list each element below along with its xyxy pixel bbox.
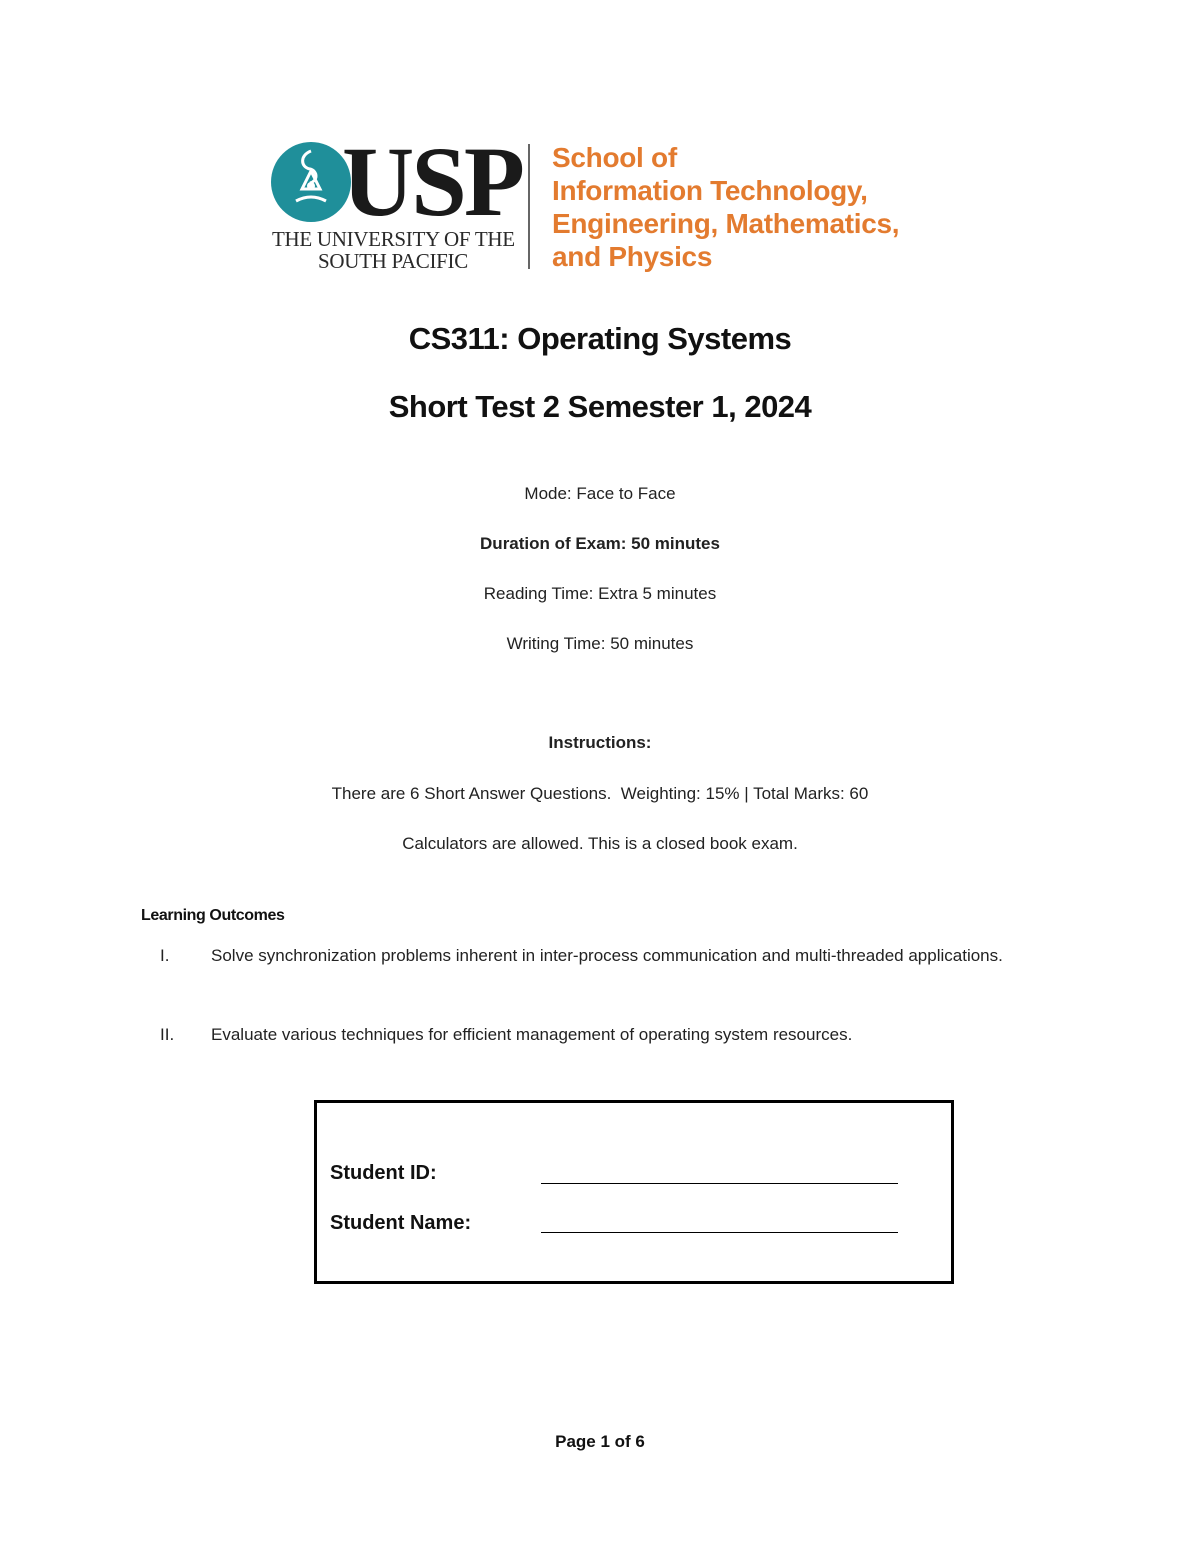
school-name-line: School of xyxy=(552,142,677,173)
exam-duration: Duration of Exam: 50 minutes xyxy=(480,534,720,553)
outcome-number: II. xyxy=(160,1025,175,1044)
page-number: Page 1 of 6 xyxy=(555,1432,645,1451)
university-name-line2: SOUTH PACIFIC xyxy=(318,249,468,273)
reading-time: Reading Time: Extra 5 minutes xyxy=(483,584,717,603)
school-name-line: Engineering, Mathematics, xyxy=(552,208,900,239)
usp-emblem-icon xyxy=(270,141,352,223)
student-details-box xyxy=(314,1100,954,1284)
instructions-line: Calculators are allowed. This is a closed book exam. xyxy=(402,834,798,853)
writing-time: Writing Time: 50 minutes xyxy=(506,634,694,653)
school-name-line: Information Technology, xyxy=(552,175,868,206)
instructions-heading: Instructions: xyxy=(548,733,652,752)
course-title: CS311: Operating Systems xyxy=(408,321,792,356)
university-name-line1: THE UNIVERSITY OF THE xyxy=(272,227,515,251)
learning-outcomes-heading: Learning Outcomes xyxy=(141,907,285,924)
student-id-label: Student ID: xyxy=(330,1162,437,1184)
logo-divider xyxy=(528,144,530,269)
outcome-text: Evaluate various techniques for efficient management of operating system resources. xyxy=(211,1025,853,1044)
test-title: Short Test 2 Semester 1, 2024 xyxy=(388,389,812,424)
student-name-label: Student Name: xyxy=(330,1212,472,1234)
usp-logo-text: USP xyxy=(342,126,522,237)
student-id-field[interactable] xyxy=(541,1183,898,1184)
exam-mode: Mode: Face to Face xyxy=(524,484,676,503)
outcome-text: Solve synchronization problems inherent in inter-process communication and multi-threaded applications. xyxy=(211,946,1003,965)
school-name-line: and Physics xyxy=(552,241,713,272)
instructions-line: There are 6 Short Answer Questions. Weighting: 15% | Total Marks: 60 xyxy=(331,784,869,803)
student-name-field[interactable] xyxy=(541,1232,898,1233)
outcome-number: I. xyxy=(160,946,170,965)
